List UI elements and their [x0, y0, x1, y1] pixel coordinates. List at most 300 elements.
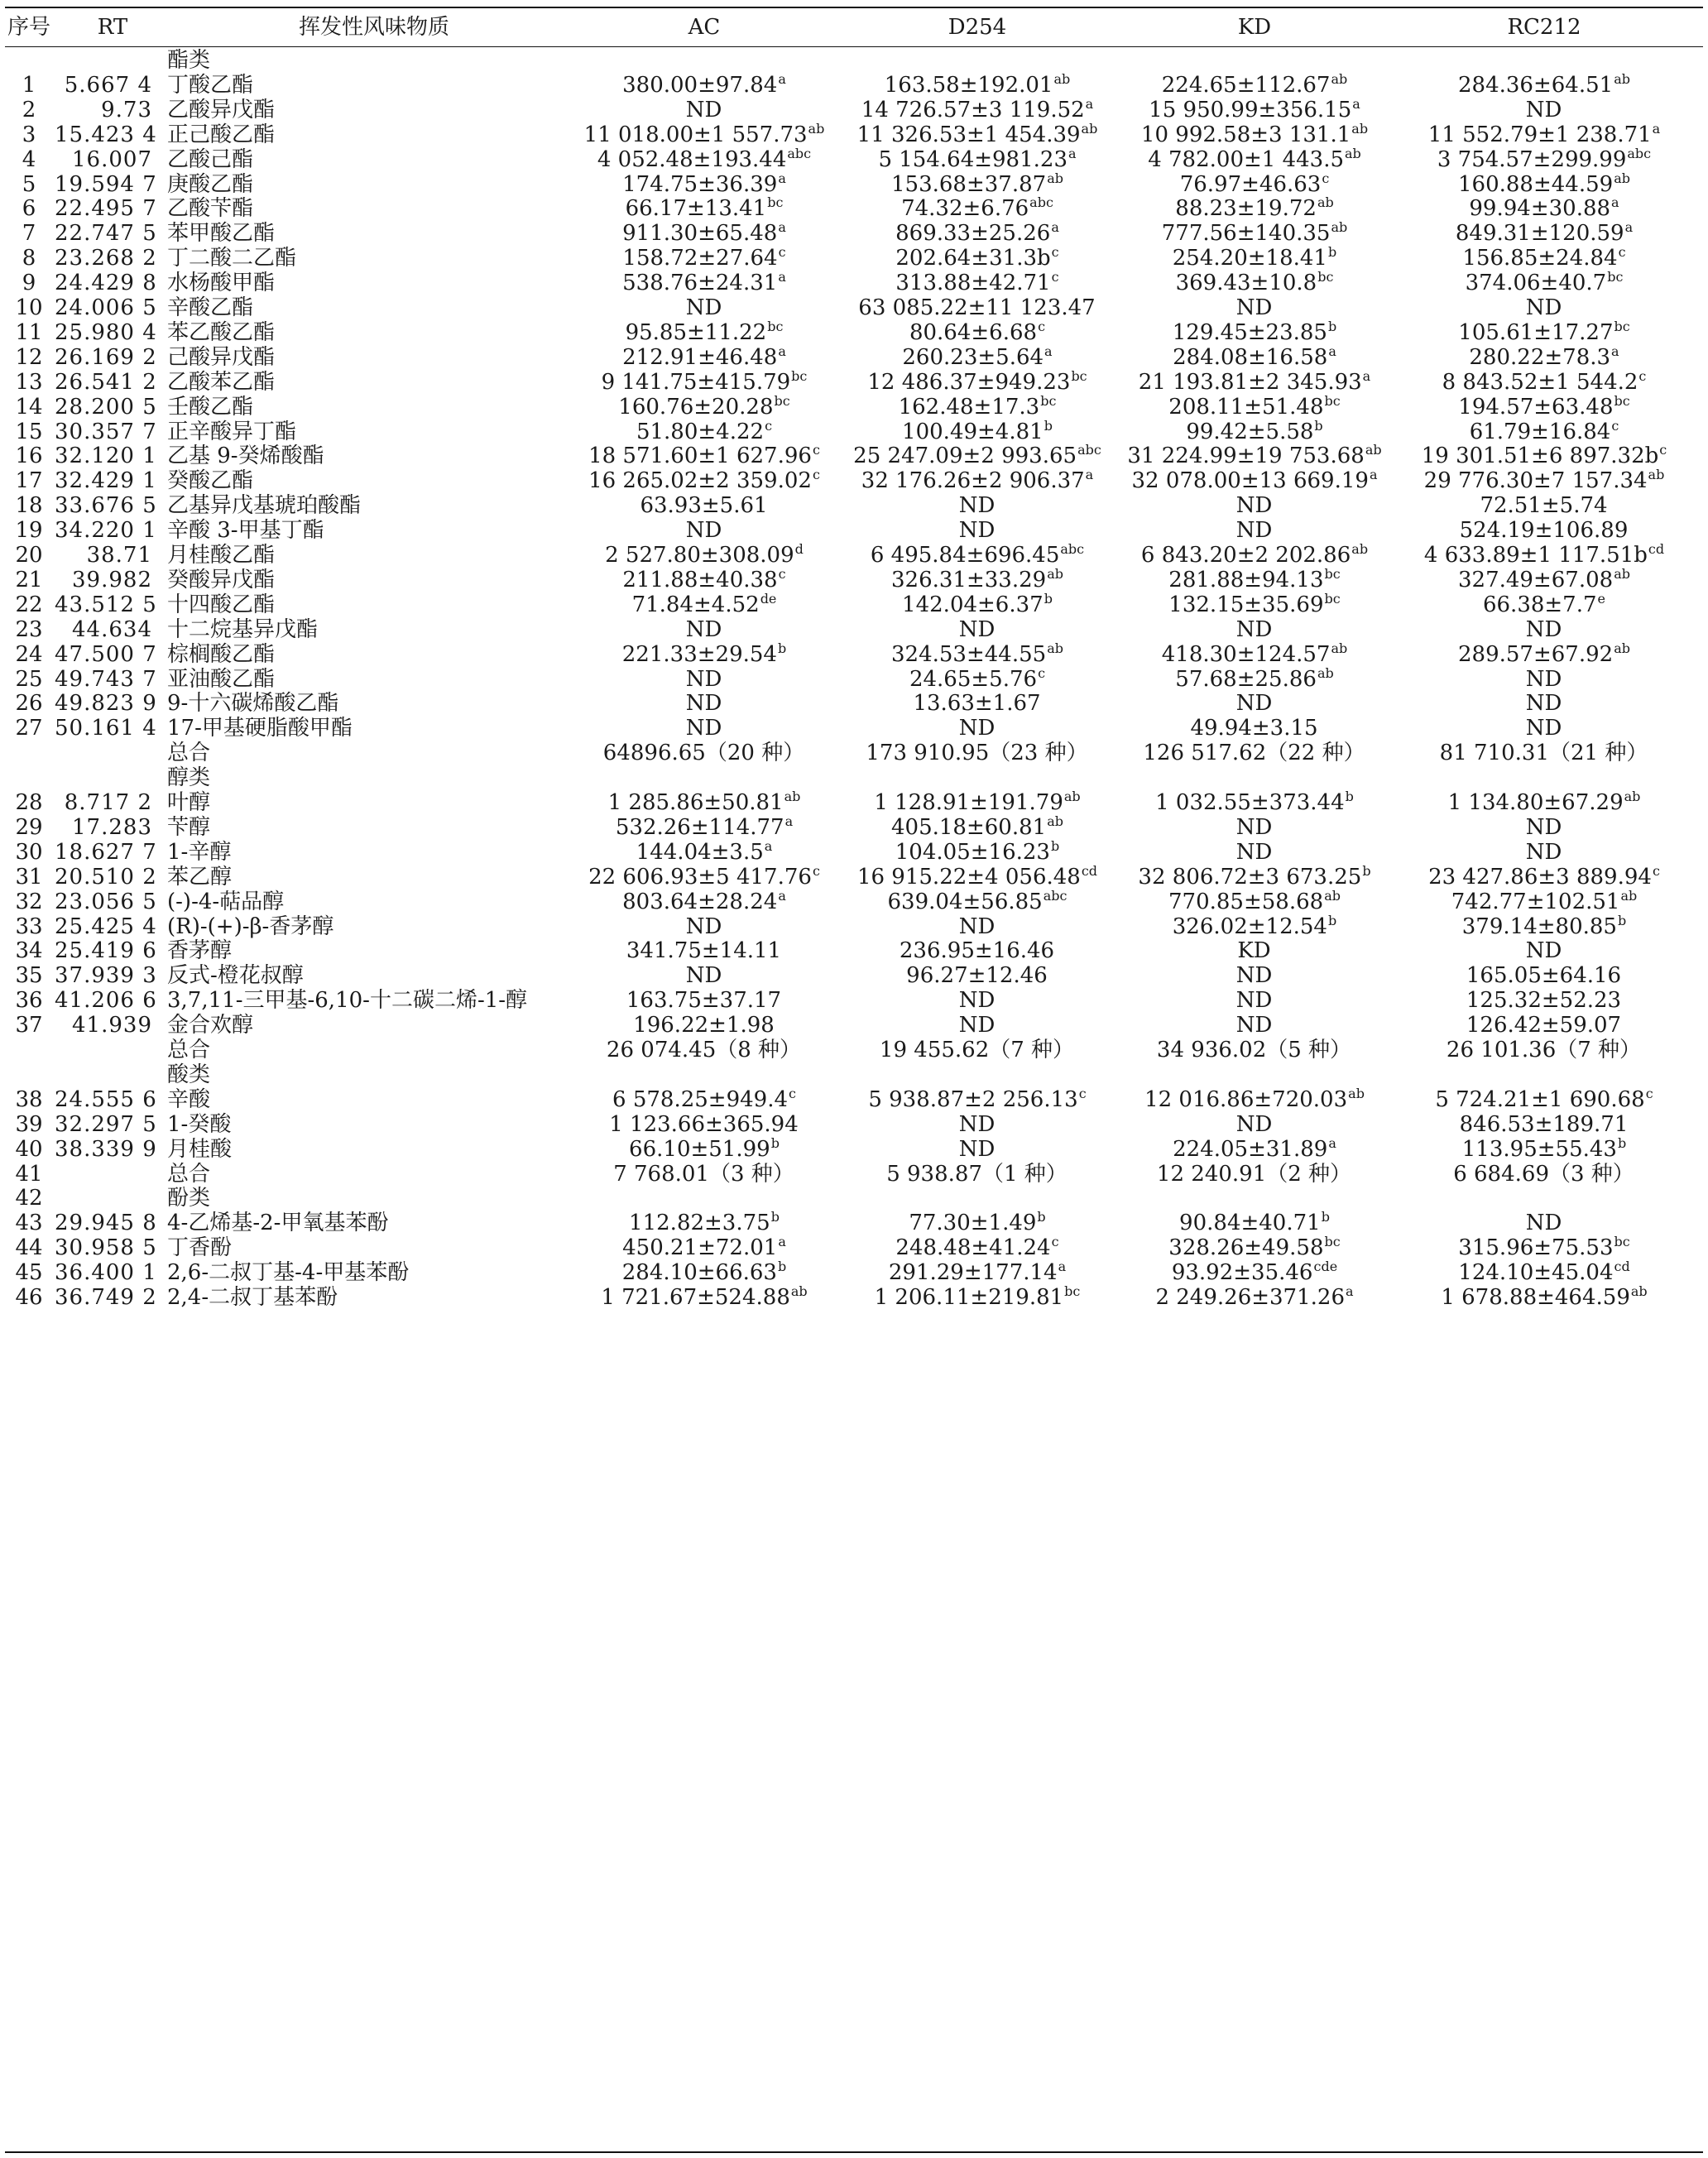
cell-rt-value: 38.71 [86, 543, 152, 568]
cell-d254-value: ND [958, 493, 996, 519]
cell-d254-significance: ab [1081, 120, 1098, 137]
cell-ac-value: 18 571.60±1 627.96 [588, 444, 812, 469]
cell-kd-significance: bc [1317, 269, 1334, 285]
cell-compound-value: 2,4-二叔丁基苯酚 [167, 1285, 338, 1310]
cell-compound-value: 辛酸 3-甲基丁酯 [167, 518, 324, 544]
cell-rc212-value: 374.06±40.7 [1465, 271, 1607, 296]
cell-d254-value: 32 176.26±2 906.37 [861, 468, 1085, 494]
cell-d254-value: 326.31±33.29 [891, 567, 1047, 592]
cell-ac-value: 2 527.80±308.09 [605, 543, 794, 568]
cell-kd-value: ND [1235, 295, 1273, 320]
cell-compound-value: 2,6-二叔丁基-4-甲基苯酚 [167, 1260, 410, 1286]
cell-ac-value: 158.72±27.64 [622, 246, 778, 271]
cell-index-value: 9 [22, 271, 36, 296]
cell-kd-significance: ab [1324, 887, 1341, 904]
cell-rc212-significance: c [1638, 367, 1647, 384]
cell-ac-value: 9 141.75±415.79 [601, 369, 791, 395]
cell-compound-value: 庚酸乙酯 [167, 171, 254, 197]
cell-rc212-significance: c [1611, 417, 1619, 434]
cell-d254-significance: ab [1047, 565, 1063, 582]
cell-ac-value: 211.88±40.38 [622, 567, 778, 592]
cell-d254-value: 248.48±41.24 [895, 1235, 1051, 1261]
cell-index-value: 45 [15, 1260, 43, 1286]
cell-ac-value: 63.93±5.61 [640, 493, 768, 519]
cell-kd-value: 126 517.62（22 种） [1143, 741, 1365, 766]
cell-ac-significance: b [770, 1134, 780, 1151]
cell-rt-value: 41.206 6 [55, 988, 157, 1014]
cell-index-value: 46 [15, 1285, 43, 1310]
cell-rt-value: 38.339 9 [55, 1136, 157, 1162]
cell-ac-value: 212.91±46.48 [622, 344, 778, 370]
cell-d254-significance: b [1044, 417, 1053, 434]
cell-compound-value: 癸酸乙酯 [167, 468, 254, 494]
cell-ac-value: ND [685, 666, 722, 692]
cell-rt-value: 36.400 1 [55, 1260, 157, 1286]
cell-d254-value: 16 915.22±4 056.48 [856, 864, 1081, 890]
cell-kd-significance: ab [1365, 442, 1382, 458]
header-kd: KD [1237, 15, 1272, 40]
cell-ac-value: 112.82±3.75 [629, 1211, 770, 1236]
cell-compound-value: (R)-(+)-β-香茅醇 [167, 914, 334, 939]
cell-index-value: 33 [15, 914, 43, 939]
cell-compound-value: 癸酸异戊酯 [167, 567, 276, 592]
cell-kd-significance: b [1327, 244, 1337, 261]
cell-rt-value: 33.676 5 [55, 493, 157, 519]
cell-ac-significance: c [765, 417, 773, 434]
cell-ac-significance: c [812, 467, 820, 483]
cell-ac-significance: abc [787, 145, 812, 161]
cell-rt-value: 32.429 1 [55, 468, 157, 494]
cell-index-value: 38 [15, 1086, 43, 1112]
cell-compound-value: 1-癸酸 [167, 1111, 232, 1137]
cell-kd-value: 90.84±40.71 [1179, 1211, 1321, 1236]
cell-ac-value: 1 123.66±365.94 [609, 1111, 799, 1137]
cell-kd [1122, 1277, 1387, 1318]
cell-kd-value: 88.23±19.72 [1175, 196, 1317, 222]
cell-compound-value: 苯乙酸乙酯 [167, 319, 276, 345]
cell-rt-value: 5.667 4 [64, 72, 152, 98]
cell-ac-value: 6 578.25±949.4 [612, 1086, 789, 1112]
cell-kd-significance: a [1352, 95, 1360, 112]
cell-d254-value: 162.48±17.3 [898, 394, 1040, 420]
cell-compound-value: 醇类 [167, 765, 211, 791]
cell-d254-value: 6 495.84±696.45 [870, 543, 1060, 568]
cell-rt-value: 17.283 [72, 814, 152, 840]
cell-kd-value: 99.42±5.58 [1186, 419, 1314, 444]
cell-kd-value: 21 193.81±2 345.93 [1138, 369, 1362, 395]
cell-rt-value: 22.747 5 [55, 221, 157, 247]
cell-ac-value: 532.26±114.77 [615, 814, 784, 840]
header-rt: RT [97, 15, 128, 40]
cell-ac-value: 163.75±37.17 [626, 988, 782, 1014]
cell-d254-value: 5 938.87（1 种） [886, 1161, 1068, 1187]
cell-rt-value: 37.939 3 [55, 963, 157, 989]
cell-rc212-value: 11 552.79±1 238.71 [1427, 122, 1652, 147]
cell-rt-value: 9.73 [101, 97, 152, 122]
cell-kd-value: 32 806.72±3 673.25 [1138, 864, 1362, 890]
cell-kd-value: 208.11±51.48 [1168, 394, 1324, 420]
cell-rt-value: 23.268 2 [55, 246, 157, 271]
cell-ac-significance: bc [791, 367, 808, 384]
cell-kd-significance: b [1345, 789, 1354, 804]
cell-ac-significance: b [770, 1209, 780, 1225]
cell-compound-value: 十四酸乙酯 [167, 592, 276, 617]
cell-compound-value: 乙酸己酯 [167, 146, 254, 172]
cell-d254-value: ND [958, 616, 996, 642]
cell-d254 [841, 1277, 1114, 1318]
cell-kd-significance: ab [1317, 664, 1334, 681]
cell-rc212-significance: bc [1607, 269, 1624, 285]
cell-ac-significance: c [812, 442, 820, 458]
cell-kd-significance: b [1314, 417, 1323, 434]
cell-compound-value: 水杨酸甲酯 [167, 271, 276, 296]
cell-d254-value: 260.23±5.64 [902, 344, 1044, 370]
cell-d254-significance: abc [1043, 887, 1068, 904]
cell-index-value: 36 [15, 988, 43, 1014]
cell-rc212-value: 156.85±24.84 [1462, 246, 1618, 271]
cell-compound-value: 总合 [167, 741, 211, 766]
cell-ac-significance: c [778, 565, 786, 582]
cell-ac-significance: bc [774, 392, 790, 409]
cell-rc212-value: 124.10±45.04 [1458, 1260, 1614, 1286]
cell-compound-value: 正己酸乙酯 [167, 122, 276, 147]
cell-d254-significance: ab [1063, 789, 1081, 804]
cell-rc212-significance: ab [1614, 70, 1630, 87]
cell-rc212-significance: ab [1648, 467, 1665, 483]
cell-kd-value: 34 936.02（5 种） [1156, 1038, 1352, 1062]
cell-ac-significance: a [778, 219, 786, 236]
cell-ac-value: 538.76±24.31 [622, 271, 778, 296]
cell-rt-value: 20.510 2 [55, 864, 157, 890]
cell-d254-value: 77.30±1.49 [909, 1211, 1037, 1236]
cell-rc212-value: 280.22±78.3 [1469, 344, 1611, 370]
cell-rc212-value: 125.32±52.23 [1466, 988, 1622, 1014]
cell-rc212-value: 379.14±80.85 [1461, 914, 1617, 939]
cell-kd-significance: a [1328, 343, 1336, 359]
cell-rt-value: 23.056 5 [55, 889, 157, 914]
cell-rc212-value: 66.38±7.7 [1482, 592, 1597, 617]
cell-ac-significance: a [778, 887, 786, 904]
cell-ac-value: ND [685, 295, 722, 320]
cell-index-value: 35 [15, 963, 43, 989]
cell-ac-value: 450.21±72.01 [622, 1235, 778, 1261]
cell-compound-value: 乙基 9-癸烯酸酯 [167, 444, 324, 469]
cell-index-value: 13 [15, 369, 43, 395]
cell-index-value: 12 [15, 344, 43, 370]
cell-rc212-significance: b [1617, 912, 1627, 928]
cell-kd-value: 770.85±58.68 [1168, 889, 1324, 914]
cell-kd-value: ND [1235, 493, 1273, 519]
cell-kd-significance: ab [1331, 640, 1348, 656]
cell-kd-significance: cde [1313, 1259, 1338, 1275]
header-index: 序号 [7, 15, 50, 40]
cell-rc212-value: 8 843.52±1 544.2 [1442, 369, 1638, 395]
cell-d254-value: 5 938.87±2 256.13 [868, 1086, 1078, 1112]
cell-d254-significance: cd [1081, 862, 1098, 879]
cell-index-value: 3 [22, 122, 36, 147]
cell-d254-value: 24.65±5.76 [909, 666, 1038, 692]
cell-d254-significance: abc [1060, 541, 1085, 557]
cell-rt-value: 30.958 5 [55, 1235, 157, 1261]
cell-d254-value: ND [958, 1013, 996, 1038]
cell-d254-value: 1 206.11±219.81 [874, 1285, 1064, 1310]
cell-kd-significance: a [1328, 1134, 1336, 1151]
cell-ac-significance: b [777, 1259, 787, 1275]
cell-rt-value: 41.939 [72, 1013, 152, 1038]
cell-d254-significance: ab [1053, 70, 1071, 87]
cell-kd-value: ND [1235, 616, 1273, 642]
cell-ac-significance: ab [808, 120, 825, 137]
cell-rc212-value: ND [1525, 666, 1562, 692]
cell-rt-value: 19.594 7 [55, 171, 157, 197]
cell-d254-value: ND [958, 988, 996, 1014]
cell-rc212-value: ND [1525, 97, 1562, 122]
cell-kd-value: 57.68±25.86 [1175, 666, 1317, 692]
cell-compound-value: 香茅醇 [167, 938, 233, 964]
cell-index [5, 1277, 53, 1318]
cell-d254-value: 74.32±6.76 [901, 196, 1029, 222]
cell-ac-value: ND [685, 691, 722, 717]
cell-kd-value: 15 950.99±356.15 [1149, 97, 1352, 122]
cell-kd-value: KD [1237, 938, 1271, 964]
cell-ac-significance: a [784, 813, 794, 829]
cell-kd-value: ND [1235, 1013, 1273, 1038]
cell-kd-value: ND [1235, 988, 1273, 1014]
cell-rt-value: 16.007 [72, 146, 152, 172]
cell-d254-value: 80.64±6.68 [909, 319, 1038, 345]
cell-compound-value: 乙酸苄酯 [167, 196, 254, 222]
cell-rc212-value: ND [1525, 691, 1562, 717]
cell-rc212-significance: ab [1624, 789, 1641, 804]
cell-index-value: 18 [15, 493, 43, 519]
cell-rc212-value: ND [1525, 938, 1562, 964]
cell-kd-value: 12 016.86±720.03 [1144, 1086, 1348, 1112]
cell-rc212-significance: a [1652, 120, 1661, 137]
cell-compound-value: 亚油酸乙酯 [167, 666, 276, 692]
cell-index-value: 21 [15, 567, 43, 592]
cell-ac-value: 51.80±4.22 [636, 419, 765, 444]
cell-index-value: 24 [15, 641, 43, 667]
cell-compound-value: 乙酸苯乙酯 [167, 369, 276, 395]
cell-d254-significance: abc [1029, 194, 1053, 211]
cell-rc212-significance: a [1611, 194, 1619, 211]
cell-index-value: 44 [15, 1235, 43, 1261]
cell-ac-significance: d [794, 541, 804, 557]
cell-d254-value: 1 128.91±191.79 [874, 790, 1063, 815]
cell-ac-value: 7 768.01（3 种） [613, 1161, 794, 1187]
cell-rc212-value: 72.51±5.74 [1480, 493, 1608, 519]
cell-compound-value: 反式-橙花叔醇 [167, 963, 304, 989]
cell-index-value: 41 [15, 1161, 43, 1187]
cell-d254-significance: ab [1047, 813, 1063, 829]
cell-compound-value: 壬酸乙酯 [167, 394, 254, 420]
cell-kd-significance: b [1321, 1209, 1330, 1225]
cell-rc212-value: 5 724.21±1 690.68 [1435, 1086, 1645, 1112]
cell-index-value: 29 [15, 814, 43, 840]
cell-rc212-significance: a [1611, 343, 1619, 359]
cell-kd-significance: ab [1351, 120, 1369, 137]
cell-ac-value: ND [685, 716, 722, 741]
cell-rt-value: 24.006 5 [55, 295, 157, 320]
cell-d254-value: 639.04±56.85 [887, 889, 1043, 914]
cell-compound-value: 总合 [167, 1161, 211, 1187]
cell-rc212-significance: bc [1614, 1234, 1630, 1250]
cell-rc212-value: 284.36±64.51 [1458, 72, 1614, 98]
cell-d254-significance: abc [1077, 442, 1101, 458]
cell-d254-value: 104.05±16.23 [895, 839, 1050, 865]
cell-d254-value: 153.68±37.87 [891, 171, 1047, 197]
cell-ac-value: 64896.65（20 种） [602, 741, 805, 766]
cell-rt-value: 15.423 4 [55, 122, 157, 147]
cell-ac-value: 196.22±1.98 [633, 1013, 775, 1038]
cell-index-value: 43 [15, 1211, 43, 1236]
cell-kd-value: 12 240.91（2 种） [1156, 1161, 1352, 1187]
cell-rt-value: 25.419 6 [55, 938, 157, 964]
cell-ac-value: 341.75±14.11 [626, 938, 782, 964]
cell-compound-value: 乙基异戊基琥珀酸酯 [167, 493, 362, 519]
cell-d254-significance: bc [1040, 392, 1057, 409]
cell-rc212-value: 846.53±189.71 [1459, 1111, 1629, 1137]
cell-d254-value: 202.64±31.3b [895, 246, 1051, 271]
cell-kd-significance: a [1346, 1283, 1354, 1299]
header-ac: AC [688, 15, 721, 40]
cell-d254-significance: b [1037, 1209, 1046, 1225]
cell-rt [55, 1277, 157, 1318]
cell-compound-value: 17-甲基硬脂酸甲酯 [167, 716, 353, 741]
cell-rc212-significance: ab [1620, 887, 1638, 904]
cell-compound [167, 1277, 581, 1318]
cell-d254-value: 25 247.09±2 993.65 [853, 444, 1077, 469]
header-compound: 挥发性风味物质 [298, 15, 449, 40]
cell-rc212-value: 327.49±67.08 [1458, 567, 1614, 592]
cell-kd-significance: ab [1345, 145, 1361, 161]
table-bottom-rule [5, 2151, 1703, 2153]
cell-compound-value: 叶醇 [167, 790, 211, 815]
cell-d254-value: ND [958, 1136, 996, 1162]
cell-d254-significance: a [1044, 343, 1053, 359]
cell-d254-value: 405.18±60.81 [891, 814, 1047, 840]
cell-rc212-significance: ab [1614, 640, 1630, 656]
cell-ac-value: 66.10±51.99 [629, 1136, 770, 1162]
cell-rc212-value: 19 301.51±6 897.32b [1421, 444, 1659, 469]
cell-rc212-significance: abc [1627, 145, 1652, 161]
cell-index-value: 30 [15, 839, 43, 865]
cell-kd-value: 93.92±35.46 [1171, 1260, 1313, 1286]
cell-d254-significance: c [1051, 244, 1059, 261]
cell-rc212-value: ND [1525, 616, 1562, 642]
cell-kd-value: 32 078.00±13 669.19 [1131, 468, 1369, 494]
cell-rc212-value: ND [1525, 814, 1562, 840]
cell-rc212-value: 3 754.57±299.99 [1437, 146, 1627, 172]
cell-kd-significance: ab [1331, 70, 1348, 87]
cell-kd-value: 132.15±35.69 [1168, 592, 1324, 617]
cell-rc212 [1412, 1277, 1677, 1318]
cell-d254-value: 313.88±42.71 [895, 271, 1051, 296]
cell-compound-value: 苯乙醇 [167, 864, 233, 890]
cell-rc212-significance: ab [1614, 170, 1630, 186]
cell-index-value: 40 [15, 1136, 43, 1162]
cell-rt-value: 43.512 5 [55, 592, 157, 617]
cell-ac-value: 174.75±36.39 [622, 171, 778, 197]
cell-d254-significance: c [1078, 1085, 1087, 1101]
cell-rt-value: 47.500 7 [55, 641, 157, 667]
cell-d254-significance: c [1051, 269, 1059, 285]
cell-compound-value: 苯甲酸乙酯 [167, 221, 276, 247]
cell-rc212-value: ND [1525, 295, 1562, 320]
cell-d254-significance: a [1085, 95, 1094, 112]
cell-rc212-value: 81 710.31（21 种） [1439, 741, 1648, 766]
cell-rt-value: 28.200 5 [55, 394, 157, 420]
cell-kd-value: 284.08±16.58 [1173, 344, 1328, 370]
cell-kd-significance: b [1327, 912, 1337, 928]
cell-ac-value: 160.76±20.28 [618, 394, 774, 420]
cell-ac-value: ND [685, 97, 722, 122]
cell-rc212-value: 26 101.36（7 种） [1446, 1038, 1642, 1062]
cell-d254-significance: b [1044, 590, 1053, 607]
cell-rc212-significance: ab [1614, 565, 1630, 582]
cell-compound-value: 己酸异戊酯 [167, 344, 276, 370]
cell-index-value: 31 [15, 864, 43, 890]
cell-d254-value: 14 726.57±3 119.52 [861, 97, 1085, 122]
cell-rt-value: 8.717 2 [64, 790, 152, 815]
cell-ac-significance: a [778, 70, 786, 87]
cell-d254-value: 63 085.22±11 123.47 [858, 295, 1096, 320]
cell-rt-value: 26.169 2 [55, 344, 157, 370]
cell-rt-value: 24.555 6 [55, 1086, 157, 1112]
cell-index-value: 42 [15, 1186, 43, 1211]
cell-kd-value: 369.43±10.8 [1175, 271, 1317, 296]
cell-d254-value: 236.95±16.46 [899, 938, 1055, 964]
cell-kd-significance: a [1362, 367, 1371, 384]
cell-rt-value: 25.425 4 [55, 914, 157, 939]
cell-d254-significance: a [1058, 1259, 1067, 1275]
cell-kd-value: 281.88±94.13 [1168, 567, 1324, 592]
cell-rc212-significance: a [1624, 219, 1634, 236]
cell-kd-value: ND [1235, 839, 1273, 865]
cell-rt-value: 50.161 4 [55, 716, 157, 741]
cell-ac-significance: ab [784, 789, 801, 804]
cell-rc212-value: 524.19±106.89 [1459, 518, 1629, 544]
cell-d254-value: 5 154.64±981.23 [878, 146, 1068, 172]
cell-ac-value: 71.84±4.52 [631, 592, 760, 617]
cell-index-value: 8 [22, 246, 36, 271]
cell-compound-value: 总合 [167, 1038, 211, 1062]
cell-ac-value: 803.64±28.24 [622, 889, 778, 914]
cell-index-value: 34 [15, 938, 43, 964]
cell-ac-value: 26 074.45（8 种） [606, 1038, 802, 1062]
cell-d254-value: ND [958, 716, 996, 741]
cell-compound-value: 丁二酸二乙酯 [167, 246, 297, 271]
cell-rc212-significance: bc [1614, 318, 1630, 334]
cell-rt-value: 22.495 7 [55, 196, 157, 222]
cell-kd-significance: c [1322, 170, 1330, 186]
cell-rc212-value: 194.57±63.48 [1458, 394, 1614, 420]
cell-d254-significance: ab [1047, 640, 1063, 656]
cell-rt-value: 44.634 [72, 616, 152, 642]
cell-ac-value: 95.85±11.22 [625, 319, 767, 345]
cell-rc212-significance: b [1617, 1134, 1627, 1151]
cell-index-value: 15 [15, 419, 43, 444]
cell-ac-value: 22 606.93±5 417.76 [588, 864, 812, 890]
cell-d254-significance: a [1085, 467, 1094, 483]
cell-ac-significance: bc [767, 194, 784, 211]
cell-ac-significance: de [760, 590, 777, 607]
cell-kd-value: 418.30±124.57 [1161, 641, 1331, 667]
cell-ac-significance: a [778, 269, 786, 285]
cell-compound-value: 十二烷基异戊酯 [167, 616, 319, 642]
cell-kd-value: 6 843.20±2 202.86 [1140, 543, 1351, 568]
cell-rt-value: 36.749 2 [55, 1285, 157, 1310]
